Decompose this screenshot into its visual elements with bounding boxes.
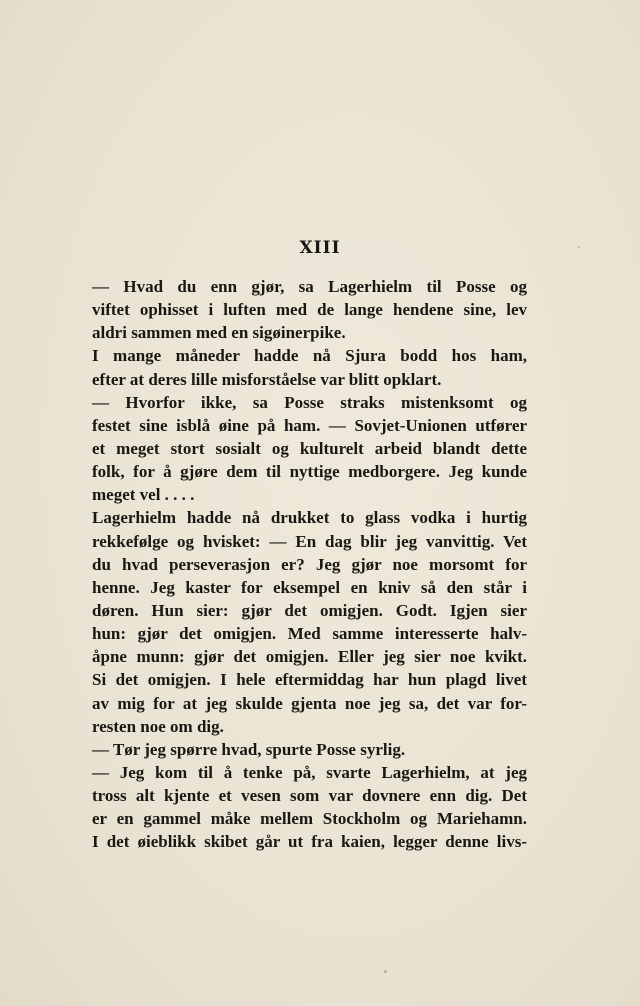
text-line-24: er en gammel måke mellem Stockholm og Mariehamn.	[92, 809, 527, 829]
text-line-19: av mig for at jeg skulde gjenta noe jeg sa, det var for-	[92, 693, 527, 713]
text-line-4: I mange måneder hadde nå Sjura bodd hos ham,	[92, 346, 527, 366]
text-line-7: festet sine isblå øine på ham. — Sovjet-Unionen utfører	[92, 415, 527, 435]
text-line-5: efter at deres lille misforståelse var blitt opklart.	[92, 369, 442, 389]
body-text	[92, 275, 527, 854]
text-line-21: — Tør jeg spørre hvad, spurte Posse syrlig.	[92, 739, 406, 759]
text-line-11: Lagerhielm hadde nå drukket to glass vodka i hurtig	[92, 508, 527, 528]
text-line-22: — Jeg kom til å tenke på, svarte Lagerhielm, at jeg	[92, 762, 527, 782]
text-line-1: — Hvad du enn gjør, sa Lagerhielm til Posse og	[92, 277, 527, 296]
text-line-20: resten noe om dig.	[92, 716, 224, 736]
text-line-17: åpne munn: gjør det omigjen. Eller jeg sier noe kvikt.	[92, 647, 527, 667]
text-line-14: henne. Jeg kaster for eksempel en kniv så den står i	[92, 577, 527, 597]
text-line-6: — Hvorfor ikke, sa Posse straks mistenksomt og	[92, 392, 527, 412]
text-line-8: et meget stort sosialt og kulturelt arbeid blandt dette	[92, 438, 527, 458]
text-line-23: tross alt kjente et vesen som var dovnere enn dig. Det	[92, 786, 527, 806]
text-line-18: Si det omigjen. I hele eftermiddag har hun plagd livet	[92, 670, 527, 690]
text-line-10: meget vel . . . .	[92, 485, 195, 505]
text-line-9: folk, for å gjøre dem til nyttige medborgere. Jeg kunde	[92, 462, 527, 482]
text-line-12: rekkefølge og hvisket: — En dag blir jeg vanvittig. Vet	[92, 531, 527, 551]
text-line-3: aldri sammen med en sigøinerpike.	[92, 323, 346, 343]
text-line-25: I det øieblikk skibet går ut fra kaien, legger denne livs-	[92, 832, 527, 852]
text-line-2: viftet ophisset i luften med de lange hendene sine, lev	[92, 300, 527, 320]
paper-speck	[384, 970, 387, 973]
paper-speck	[578, 246, 580, 248]
text-line-13: du hvad perseverasjon er? Jeg gjør noe morsomt for	[92, 554, 527, 574]
text-line-15: døren. Hun sier: gjør det omigjen. Godt. Igjen sier	[92, 600, 527, 620]
text-line-16: hun: gjør det omigjen. Med samme interesserte halv-	[92, 624, 527, 644]
chapter-heading: XIII	[299, 238, 341, 258]
